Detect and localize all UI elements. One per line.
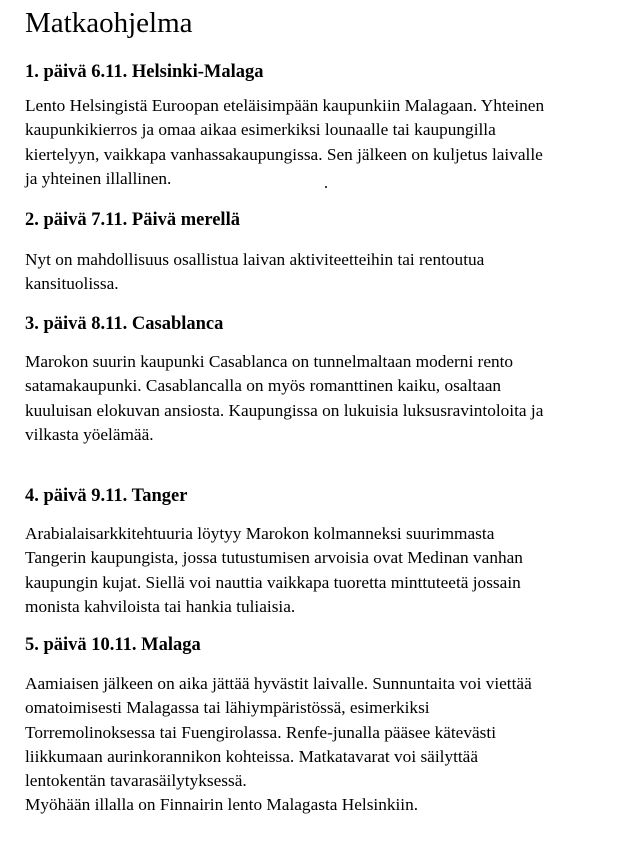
day-description [25,350,625,447]
day-description [25,672,625,818]
paragraph-line: Tangerin kaupungista, jossa tutustumisen arvoisia ovat Medinan vanhan [25,548,523,568]
paragraph-line: monista kahviloista tai hankia tuliaisia. [25,596,296,616]
day-section-5 [25,633,625,815]
paragraph-line: kiertelyyn, vaikkapa vanhassakaupungissa. Sen jälkeen on kuljetus laivalle [25,144,543,164]
paragraph-line: Marokon suurin kaupunki Casablanca on tunnelmaltaan moderni rento [25,352,514,371]
day-heading: 4. päivä 9.11. Tanger [25,486,188,506]
day-section-1 [25,60,625,188]
paragraph-line: vilkasta yöelämää. [25,424,154,444]
paragraph-line: satamakaupunki. Casablancalla on myös romanttinen kaiku, osaltaan [25,376,502,396]
paragraph-line: kaupunkikierros ja omaa aikaa esimerkiksi lounaalle tai kaupungilla [25,120,496,140]
day-description [25,248,625,297]
paragraph-line: ja yhteinen illallinen. [25,168,172,188]
paragraph-line: kansituolissa. [25,274,119,294]
paragraph-line: Nyt on mahdollisuus osallistua laivan aktiviteetteihin tai rentoutua [25,250,485,269]
day-section-2 [25,208,625,294]
paragraph-line: Aamiaisen jälkeen on aika jättää hyvästit laivalle. Sunnuntaita voi viettää [25,674,532,693]
paragraph-line: Arabialaisarkkitehtuuria löytyy Marokon kolmanneksi suurimmasta [25,524,495,543]
day-heading: 5. päivä 10.11. Malaga [25,635,201,655]
day-heading: 2. päivä 7.11. Päivä merellä [25,210,240,230]
paragraph-line: Lento Helsingistä Euroopan eteläisimpään kaupunkiin Malagaan. Yhteinen [25,96,545,115]
day-heading: 1. päivä 6.11. Helsinki-Malaga [25,62,264,82]
day-section-4 [25,484,625,616]
paragraph-line: Torremolinoksessa tai Fuengirolassa. Renfe-junalla pääsee kätevästi [25,722,496,742]
page-title: Matkaohjelma [25,7,193,39]
day-section-3 [25,312,625,444]
paragraph-line: omatoimisesti Malagassa tai lähiympäristössä, esimerkiksi [25,698,430,718]
paragraph-line: lentokentän tavarasäilytyksessä. [25,771,247,791]
paragraph-line: liikkumaan aurinkorannikon kohteissa. Matkatavarat voi säilyttää [25,746,479,766]
scan-speck [325,186,327,188]
paragraph-line: Myöhään illalla on Finnairin lento Malagasta Helsinkiin. [25,795,419,815]
paragraph-line: kaupungin kujat. Siellä voi nauttia vaikkapa tuoretta minttuteetä jossain [25,572,521,592]
day-description [25,94,625,191]
day-description [25,522,625,619]
day-heading: 3. päivä 8.11. Casablanca [25,314,224,334]
paragraph-line: kuuluisan elokuvan ansiosta. Kaupungissa on lukuisia luksusravintoloita ja [25,400,544,420]
